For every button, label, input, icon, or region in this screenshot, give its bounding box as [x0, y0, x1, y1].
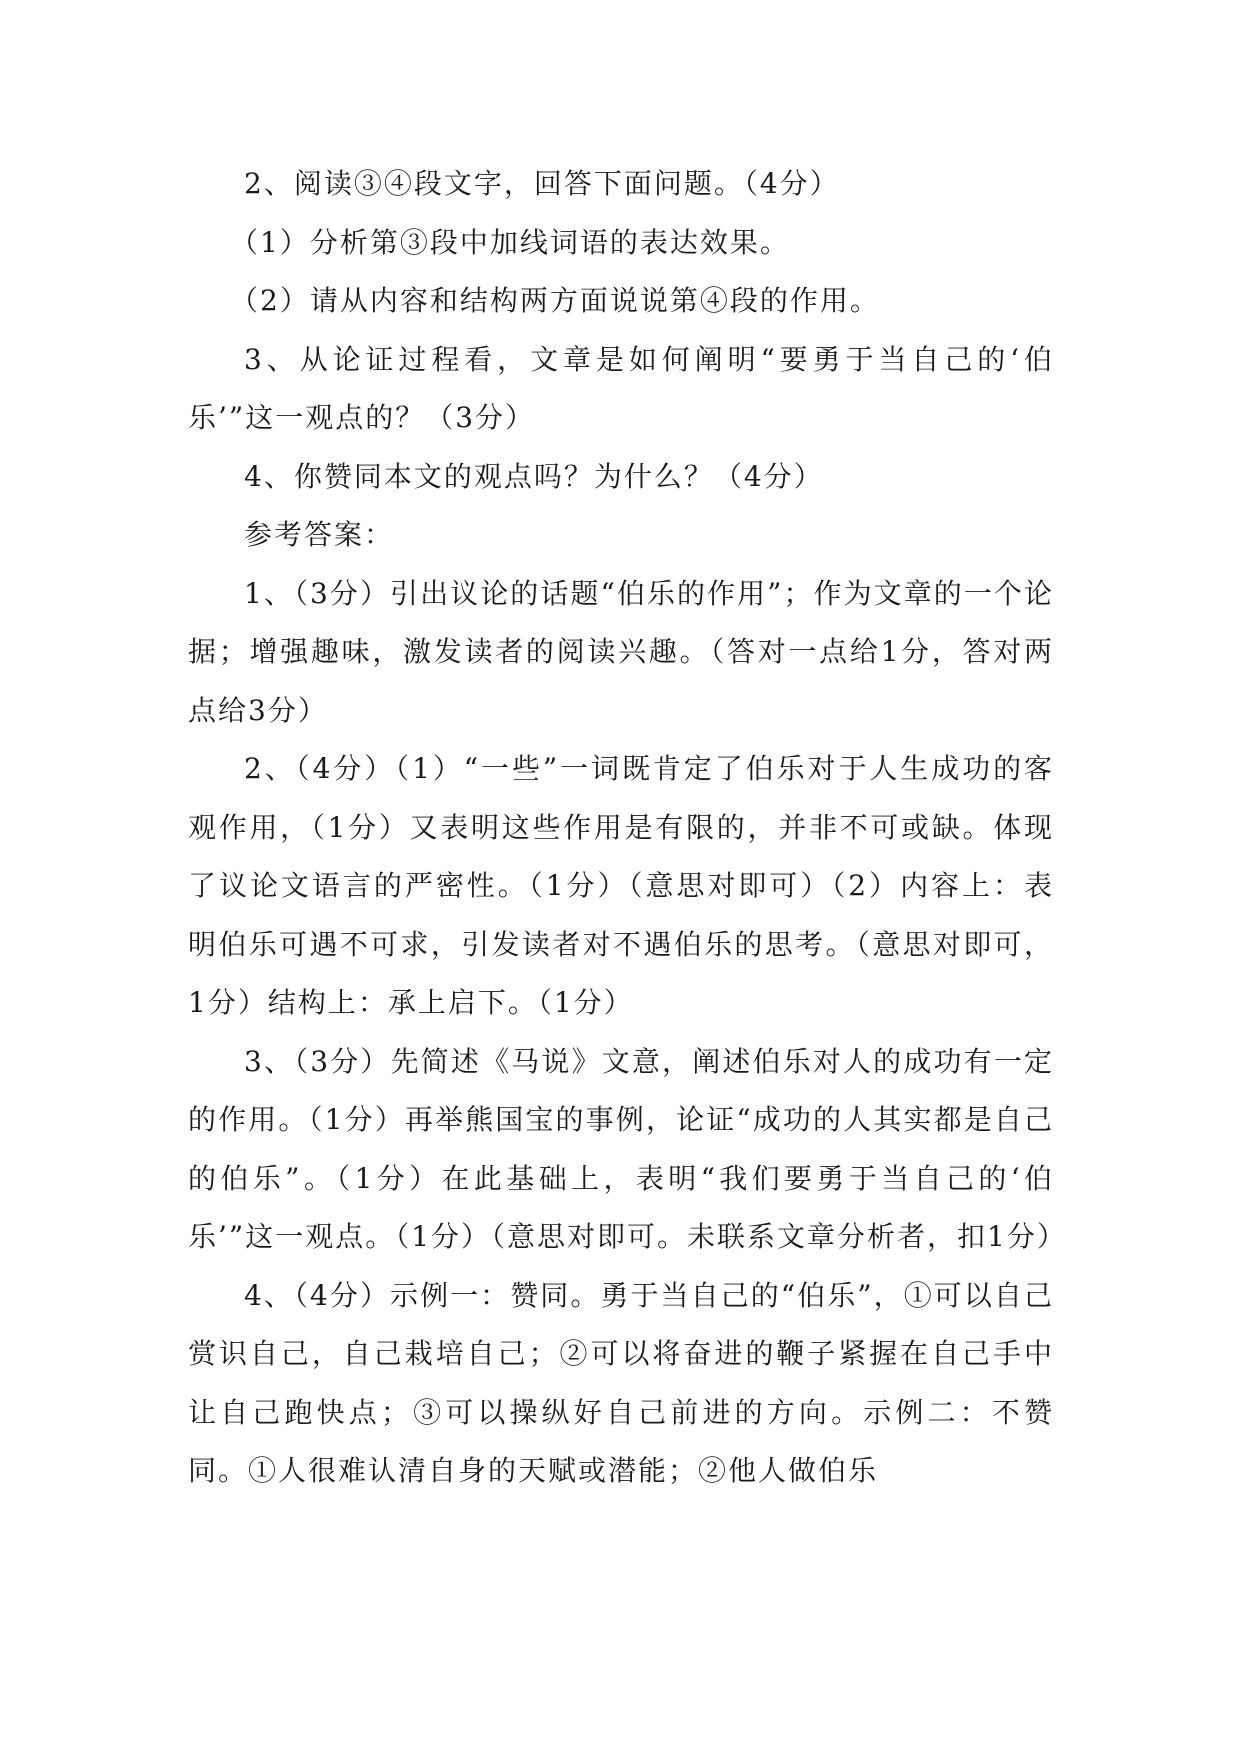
- answer-1: 1、（3分）引出议论的话题“伯乐的作用”；作为文章的一个论据；增强趣味，激发读者的阅读兴趣。（答对一点给1分，答对两点给3分）: [188, 576, 1054, 727]
- answer-3: 3、（3分）先简述《马说》文意，阐述伯乐对人的成功有一定的作用。（1分）再举熊国宝的事例，论证“成功的人其实都是自己的伯乐”。（1分）在此基础上，表明“我们要勇于当自己的‘伯乐’”这一观点。（1分）（意思对即可。未联系文章分析者，扣1分）: [188, 1044, 1067, 1253]
- question-2: 2、阅读③④段文字，回答下面问题。（4分）: [244, 167, 840, 200]
- question-2-part-2: （2）请从内容和结构两方面说说第④段的作用。: [230, 284, 880, 317]
- answer-4: 4、（4分）示例一：赞同。勇于当自己的“伯乐”，①可以自己赏识自己，自己栽培自己；②可以将奋进的鞭子紧握在自己手中让自己跑快点；③可以操纵好自己前进的方向。示例二：不赞同。①人很难认清自身的天赋或潜能；②他人做伯乐: [188, 1278, 1054, 1487]
- answers-heading: 参考答案：: [244, 518, 395, 551]
- question-3: 3、从论证过程看，文章是如何阐明“要勇于当自己的‘伯乐’”这一观点的？（3分）: [188, 342, 1054, 434]
- question-4: 4、你赞同本文的观点吗？为什么？（4分）: [244, 459, 824, 493]
- answer-2: 2、（4分）（1）“一些”一词既肯定了伯乐对于人生成功的客观作用，（1分）又表明这些作用是有限的，并非不可或缺。体现了议论文语言的严密性。（1分）（意思对即可）（2）内容上：表明伯乐可遇不可求，引发读者对不遇伯乐的思考。（意思对即可，1分）结构上：承上启下。（1分）: [188, 752, 1054, 1019]
- question-2-part-1: （1）分析第③段中加线词语的表达效果。: [230, 225, 790, 259]
- document-body: [188, 155, 1067, 1501]
